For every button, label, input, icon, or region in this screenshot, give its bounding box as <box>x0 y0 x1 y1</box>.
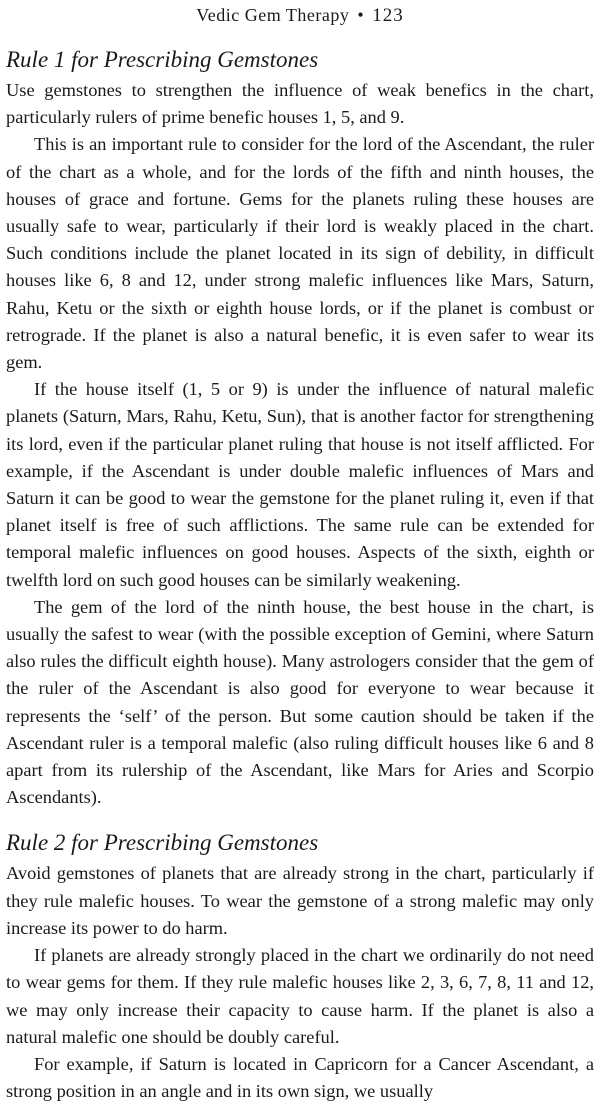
section-heading: Rule 1 for Prescribing Gemstones <box>6 47 319 72</box>
rule-statement: Avoid gemstones of planets that are already strong in the chart, particularly if they rule malefic houses. To wear the gemstone of a strong malefic may only increase its power to do harm. <box>6 863 594 938</box>
running-header <box>6 0 594 32</box>
rule-statement: Use gemstones to strengthen the influence of weak benefics in the chart, particularly rulers of prime benefic houses 1, 5, and 9. <box>6 80 594 128</box>
running-title: Vedic Gem Therapy <box>196 5 350 25</box>
section-heading: Rule 2 for Prescribing Gemstones <box>6 830 319 856</box>
book-page <box>6 0 594 1105</box>
section-rule-1 <box>6 46 594 811</box>
body-paragraph: If planets are already strongly placed in the chart we ordinarily do not need to wear gems for them. If they rule malefic houses like 2, 3, 6, 7, 8, 11 and 12, we may only increase their capacity to cause harm. If the planet is also a natural malefic one should be doubly careful. <box>6 945 594 1047</box>
body-paragraph: This is an important rule to consider for the lord of the Ascendant, the ruler of the chart as a whole, and for the lords of the fifth and ninth houses, the houses of grace and fortune. Gems for the planets ruling these houses are usually safe to wear, particularly if their lord is weakly placed in the chart. Such conditions include the planet located in its sign of debility, in difficult houses like 6, 8 and 12, under strong malefic influences like Mars, Saturn, Rahu, Ketu or the sixth or eighth house lords, or if the planet is combust or retrograde. If the planet is also a natural benefic, it is even safer to wear its gem. <box>6 134 594 373</box>
page-number: 123 <box>372 5 404 26</box>
section-rule-2 <box>6 829 594 1105</box>
body-paragraph: If the house itself (1, 5 or 9) is under the influence of natural malefic planets (Saturn, Mars, Rahu, Ketu, Sun), that is another factor for strengthening its lord, even if the particular planet ruling that house is not itself afflicted. For example, if the Ascendant is under double malefic influences of Mars and Saturn it can be good to wear the gemstone for the planet ruling it, even if that planet itself is free of such afflictions. The same rule can be extended for temporal malefic influences on good houses. Aspects of the sixth, eighth or twelfth lord on such good houses can be similarly weakening. <box>6 379 594 590</box>
header-separator: • <box>357 5 365 25</box>
body-paragraph: The gem of the lord of the ninth house, the best house in the chart, is usually the safest to wear (with the possible exception of Gemini, where Saturn also rules the difficult eighth house). Many astrologers consider that the gem of the ruler of the Ascendant is also good for everyone to wear because it represents the ‘self’ of the person. But some caution should be taken if the Ascendant ruler is a temporal malefic (also ruling difficult houses like 6 and 8 apart from its rulership of the Ascendant, like Mars for Aries and Scorpio Ascendants). <box>6 596 594 808</box>
body-paragraph: For example, if Saturn is located in Capricorn for a Cancer Ascendant, a strong position in an angle and in its own sign, we usually <box>6 1053 594 1102</box>
